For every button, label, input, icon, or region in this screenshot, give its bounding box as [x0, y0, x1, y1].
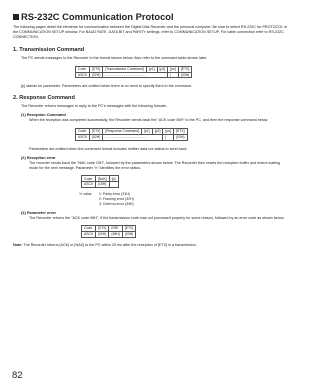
- table-row: [76, 66, 192, 72]
- parameter-error-description: The Recorder returns the "ACK code 06H", if the transmission code was not processed properly for some reason, followed by an error code as shown below.: [29, 215, 285, 220]
- n-value-list: [79, 192, 289, 207]
- list-item: 2: Framing error (32H): [99, 196, 134, 201]
- table-cell: - - - - - - - - - - - - - - - - - - - -: [103, 134, 163, 140]
- table-cell: ASCII: [82, 182, 96, 188]
- subsection-heading-reception: (1) Reception Command: [21, 111, 66, 117]
- intro-paragraph: The following pages detail the elements for communication between the Digital Disk Recorder and the personal computer. Be sure to select RS-232C for PROTOCOL in the COMMUNICATION SETUP window. For BAUD RATE, DATA BIT and PARITY settings, refer to COMMUNICATION SETUP. For cable connection refer to RS-232C CONNECTION.: [13, 25, 287, 40]
- table-cell: [p1]: [146, 66, 157, 72]
- table-cell: ERE: [109, 226, 122, 232]
- response-format-table: [75, 128, 188, 141]
- n-value-items: [99, 192, 134, 207]
- table-cell: Code: [76, 129, 90, 135]
- table-cell: |: [163, 134, 174, 140]
- table-row: [82, 182, 119, 188]
- error-format-table: [81, 225, 136, 238]
- subsection-heading-parameter-error: (3) Parameter error: [21, 209, 57, 215]
- table-cell: (02H): [89, 134, 102, 140]
- table-cell: ASCII: [82, 231, 96, 237]
- section-heading-transmission: 1. Transmission Command: [13, 46, 85, 53]
- table-cell: [pn]: [168, 66, 179, 72]
- table-cell: Code: [82, 226, 96, 232]
- table-cell: [109, 182, 118, 188]
- page-title-text: RS-232C Communication Protocol: [21, 11, 174, 22]
- table-row: [82, 176, 119, 182]
- note-text: The Recorder returns [ACK] or [NAK] to the PC within 20 ms after the reception of [ETX] in a transmission.: [22, 242, 197, 247]
- n-value-label: 'n' value: [79, 191, 92, 196]
- list-item: 3: Overrun error (34H): [99, 201, 134, 206]
- page-content: [13, 11, 289, 248]
- table-cell: [p1]: [142, 129, 153, 135]
- table-cell: (03H): [178, 72, 191, 78]
- table-row: [76, 134, 188, 140]
- table-row: [76, 72, 192, 78]
- list-item: 1: Parity error (31H): [99, 191, 130, 196]
- table-cell: - - - - - - - - - - - - - - - - - - - -: [103, 72, 168, 78]
- table-cell: Code: [82, 176, 96, 182]
- table-cell: [ETX]: [122, 226, 135, 232]
- table-cell: (02H): [89, 72, 102, 78]
- reception-after-note: Parameters are omitted when the command format includes neither data nor status to send back.: [29, 146, 188, 151]
- note-label: Note:: [13, 242, 23, 247]
- table-cell: ASCII: [76, 134, 90, 140]
- table-row: [76, 129, 188, 135]
- table-cell: [n]: [109, 176, 118, 182]
- table-cell: [NAK]: [95, 176, 109, 182]
- reception-description: When the reception was completed successfully, the Recorder sends back the "ACK code 06H" to the PC, and then the response command below.: [29, 117, 269, 122]
- table-cell: ASCII: [76, 72, 90, 78]
- reception-error-description: The recorder sends back the "NAK code 15H", followed by the parameters shown below. The Recorder then resets the reception buffer and enters waiting mode for the next message. Parameter "n" identifies the error status.: [29, 160, 280, 171]
- table-cell: |: [168, 72, 179, 78]
- table-cell: [p2]: [152, 129, 163, 135]
- subsection-heading-reception-error: (2) Reception error: [21, 154, 56, 160]
- table-cell: (03H): [174, 134, 187, 140]
- table-cell: [STX]: [95, 226, 108, 232]
- table-cell: [p2]: [157, 66, 168, 72]
- table-cell: [pn]: [163, 129, 174, 135]
- table-cell: [STX]: [89, 129, 102, 135]
- section-heading-response: 2. Response Command: [13, 94, 75, 101]
- parameter-note: [p] stands for parameter. Parameters are omitted when there is no need to specify them in the command.: [21, 84, 192, 89]
- transmission-format-table: [75, 66, 192, 79]
- table-cell: (03H): [122, 231, 135, 237]
- page-number: 82: [12, 370, 23, 381]
- table-row: [82, 231, 136, 237]
- footer-note: [13, 243, 289, 248]
- table-cell: (15H): [95, 182, 109, 188]
- square-bullet-icon: [13, 14, 19, 20]
- table-cell: [Transmission Command]: [103, 66, 147, 72]
- table-cell: [STX]: [89, 66, 102, 72]
- nak-format-table: [81, 175, 119, 188]
- transmission-description: The PC sends messages to the Recorder in the format shown below. Also refer to the command table shown later.: [21, 55, 208, 60]
- table-cell: [ETX]: [178, 66, 191, 72]
- table-cell: (02H): [95, 231, 108, 237]
- table-cell: Code: [76, 66, 90, 72]
- response-description: The Recorder returns messages in reply to the PC's messages with the following formats.: [21, 103, 168, 108]
- table-cell: [Response Command]: [103, 129, 142, 135]
- table-cell: (48H): [109, 231, 122, 237]
- table-cell: [ETX]: [174, 129, 187, 135]
- page-title: [13, 11, 289, 22]
